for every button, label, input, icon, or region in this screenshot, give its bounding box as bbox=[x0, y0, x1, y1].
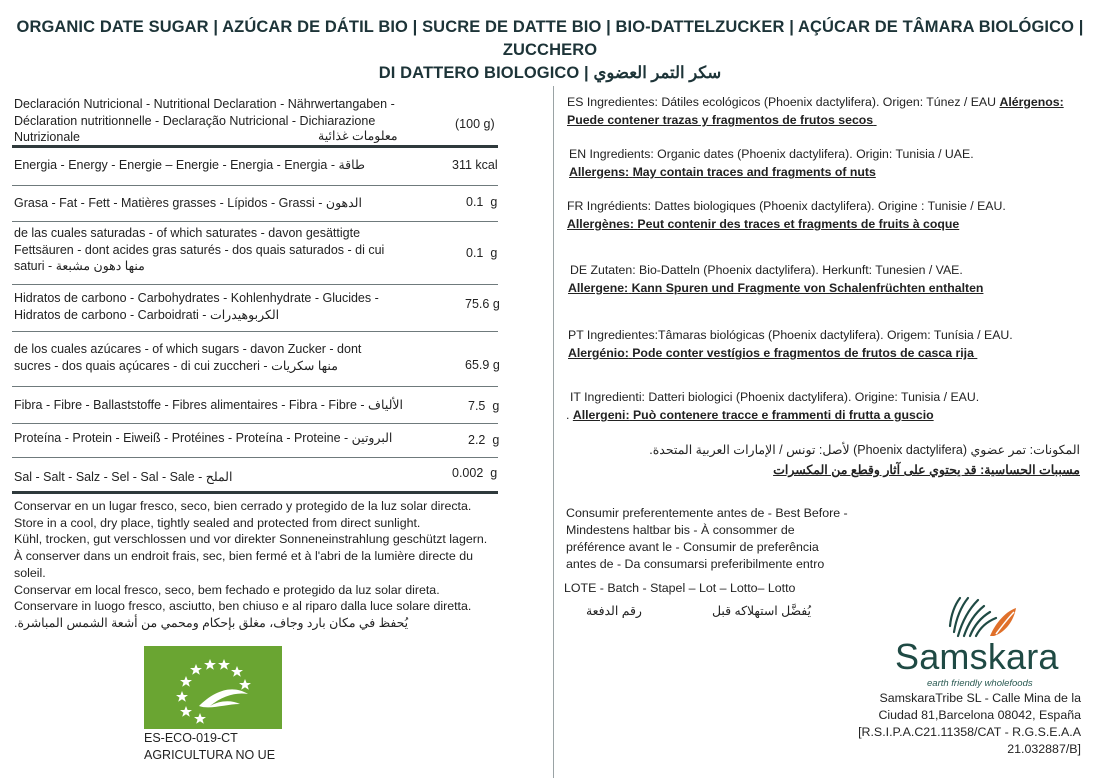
storage-instructions: Conservar en un lugar fresco, seco, bien cerrado y protegido de la luz solar directa. Store in a cool, dry place, tightly sealed and protected from direct sunlight. Kühl, trocken, gut verschlossen und vor direkter Sonneneinstrahlung geschützt lagern. À conserver dans un endroit frais, sec, bien fermé et à l'abri de la lumière directe du soleil. Conservar em local fresco, seco, bem fechado e protegido da luz solar direta. Conservare in luogo fresco, asciutto, ben chiuso e al riparo dalla luce solare diretta. يُحفظ في مكان بارد وجاف، مغلق بإحكام ومحمي من أشعة الشمس المباشرة. bbox=[14, 499, 488, 630]
nutrition-row-value: 0.002 g bbox=[452, 466, 498, 480]
nutrition-row-label: Fibra - Fibre - Ballaststoffe - Fibres alimentaires - Fibra - Fibre - الألياف bbox=[14, 398, 403, 412]
per-100g: (100 g) bbox=[455, 117, 495, 131]
nutrition-row-label: Energia - Energy - Energie – Energie - Energia - Energia - طاقة bbox=[14, 158, 365, 172]
brand-address: SamskaraTribe SL - Calle Mina de la Ciudad 81,Barcelona 08042, España [R.S.I.P.A.C21.11358/CAT - R.G.S.E.A.A 21.032887/B] bbox=[858, 691, 1081, 756]
nutrition-row-label: de las cuales saturadas - of which saturates - davon gesättigte Fettsäuren - dont acides gras saturés - dos quais saturados - di cui saturi - منها دهون مشبعة bbox=[14, 226, 385, 273]
ingredients-en: EN Ingredients: Organic dates (Phoenix dactylifera). Origin: Tunisia / UAE. Allergens: May contain traces and fragments of nuts bbox=[569, 147, 974, 179]
samskara-logo-mark bbox=[948, 592, 1020, 638]
nutrition-heading-ar: معلومات غذائية bbox=[318, 129, 398, 143]
best-before-block: Consumir preferentemente antes de - Best Before - Mindestens haltbar bis - À consommer de préférence avant le - Consumir de preferência antes de - Da consumarsi preferibilmente entro bbox=[566, 506, 848, 571]
nutrition-row-value: 0.1 g bbox=[466, 246, 498, 260]
ingredients-es: ES Ingredientes: Dátiles ecológicos (Phoenix dactylifera). Origen: Túnez / EAU Alérgenos: Puede contener trazas y fragmentos de frutos secos bbox=[567, 95, 1064, 127]
nutrition-row-value: 311 kcal bbox=[452, 158, 498, 172]
nutrition-row-label: de los cuales azúcares - of which sugars - davon Zucker - dont sucres - dos quais açúcares - di cui zuccheri - منها سكريات bbox=[14, 342, 362, 373]
nutrition-row-label: Sal - Salt - Salz - Sel - Sal - Sale - الملح bbox=[14, 470, 233, 484]
nutrition-row-value: 2.2 g bbox=[468, 433, 500, 447]
best-before-ar: يُفضَّل استهلاكه قبل bbox=[712, 604, 811, 618]
organic-code: ES-ECO-019-CT bbox=[144, 731, 238, 745]
ingredients-pt: PT Ingredientes:Tâmaras biológicas (Phoenix dactylifera). Origem: Tunísia / EAU. Alergénio: Pode conter vestígios e fragmentos de frutos de casca rija bbox=[568, 328, 1013, 360]
title-line-1: ORGANIC DATE SUGAR | AZÚCAR DE DÁTIL BIO | SUCRE DE DATTE BIO | BIO-DATTELZUCKER | AÇÚCAR DE TÂMARA BIOLÓGICO | ZUCCHERO bbox=[16, 18, 1084, 59]
nutrition-row-label: Grasa - Fat - Fett - Matières grasses - Lípidos - Grassi - الدهون bbox=[14, 196, 362, 210]
ingredients-fr: FR Ingrédients: Dattes biologiques (Phoenix dactylifera). Origine : Tunisie / EAU. Allergènes: Peut contenir des traces et fragments de fruits à coque bbox=[567, 199, 1006, 231]
eu-leaf-icon bbox=[144, 646, 282, 729]
title-line-2: DI DATTERO BIOLOGICO | سكر التمر العضوي bbox=[378, 64, 722, 82]
nutrition-row-label: Proteína - Protein - Eiweiß - Protéines - Proteína - Proteine - البروتين bbox=[14, 431, 393, 445]
wheat-leaf-icon bbox=[948, 592, 1020, 638]
column-divider bbox=[553, 86, 554, 778]
nutrition-row-value: 65.9 g bbox=[465, 358, 500, 372]
ingredients-de: DE Zutaten: Bio-Datteln (Phoenix dactylifera). Herkunft: Tunesien / VAE. Allergene: Kann Spuren und Fragmente von Schalenfrüchten enthalten bbox=[568, 263, 984, 295]
page-title bbox=[0, 16, 1100, 85]
lot-label-ar: رقم الدفعة bbox=[586, 604, 642, 618]
nutrition-heading: Declaración Nutricional - Nutritional Declaration - Nährwertangaben - Déclaration nutritionnelle - Declaração Nutricional - Dichiarazione Nutrizionale bbox=[14, 97, 395, 144]
organic-certification bbox=[144, 730, 275, 764]
lot-label: LOTE - Batch - Stapel – Lot – Lotto– Lotto bbox=[564, 581, 796, 595]
ingredients-ar: المكونات: تمر عضوي (Phoenix dactylifera) لأصل: تونس / الإمارات العربية المتحدة. مسببات الحساسية: قد يحتوي على آثار وقطع من المكسرات bbox=[649, 443, 1080, 477]
nutrition-row-value: 75.6 g bbox=[465, 297, 500, 311]
nutrition-row-value: 7.5 g bbox=[468, 399, 500, 413]
organic-origin: AGRICULTURA NO UE bbox=[144, 748, 276, 762]
ingredients-it: IT Ingredienti: Datteri biologici (Phoenix dactylifera). Origine: Tunisia / EAU. . Allergeni: Può contenere tracce e frammenti di frutta a guscio bbox=[566, 390, 980, 422]
eu-organic-logo bbox=[144, 646, 282, 729]
brand-tagline: earth friendly wholefoods bbox=[927, 678, 1033, 689]
nutrition-row-label: Hidratos de carbono - Carbohydrates - Kohlenhydrate - Glucides - Hidratos de carbono - Carboidrati - الكربوهيدرات bbox=[14, 291, 379, 322]
brand-name: Samskara bbox=[895, 636, 1059, 677]
nutrition-row-value: 0.1 g bbox=[466, 195, 498, 209]
